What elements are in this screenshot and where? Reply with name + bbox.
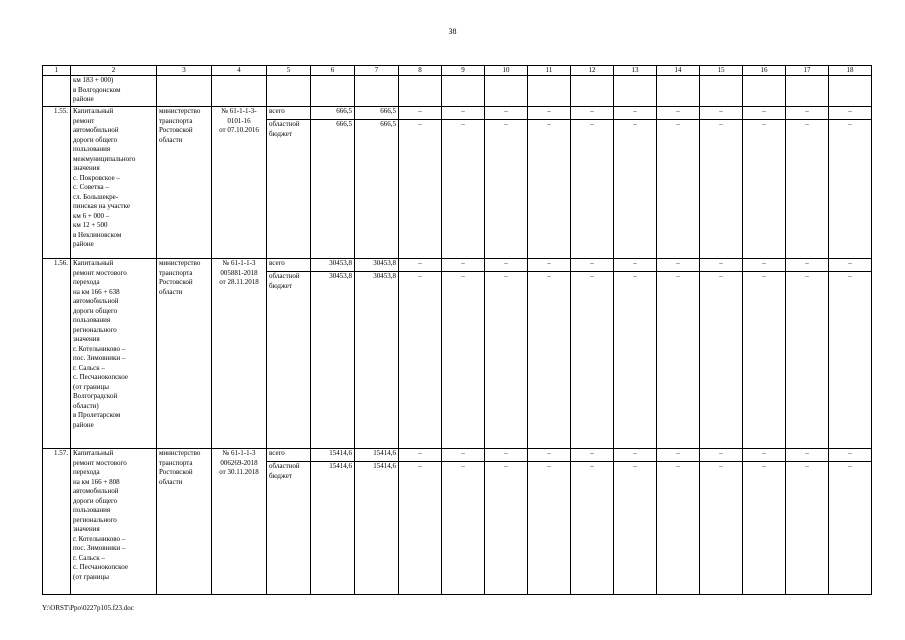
- value-col7: 30453,8: [355, 259, 399, 272]
- column-header-5: 5: [267, 66, 311, 76]
- dash-col11: –: [528, 107, 571, 120]
- dash-col9: –: [442, 462, 485, 595]
- object-name: Капитальный ремонт автомобильной дороги общего пользования межмуниципального значения с. Покровское – с. Советка – сл. Большекре- пинская на участке км 6 + 000 – км 12 + 500 в Неклиновском районе: [71, 107, 157, 259]
- funding-source: областной бюджет: [267, 120, 311, 259]
- dash-col12: –: [571, 272, 614, 449]
- value-col7: 15414,6: [355, 449, 399, 462]
- dash-col15: –: [700, 272, 743, 449]
- value-col7: 15414,6: [355, 462, 399, 595]
- dash-col9: –: [442, 449, 485, 462]
- header-row: [43, 66, 872, 76]
- value-col6: 666,5: [311, 120, 355, 259]
- dash-col16: –: [743, 462, 786, 595]
- dash-col11: –: [528, 449, 571, 462]
- footer-file-path: Y:\ORST\Ppo\0227p105.f23.doc: [42, 604, 134, 612]
- dash-col8: –: [399, 462, 442, 595]
- dash-col14: –: [657, 449, 700, 462]
- dash-col10: –: [485, 259, 528, 272]
- column-header-1: 1: [43, 66, 71, 76]
- dash-col14: –: [657, 272, 700, 449]
- dash-col16: –: [743, 120, 786, 259]
- continuation-num: [43, 76, 71, 107]
- customer: министерство транспорта Ростовской области: [157, 449, 212, 595]
- column-header-8: 8: [399, 66, 442, 76]
- continuation-text: км 183 + 000) в Волгодонском районе: [71, 76, 157, 107]
- value-col6: 30453,8: [311, 259, 355, 272]
- value-col7: 30453,8: [355, 272, 399, 449]
- column-header-15: 15: [700, 66, 743, 76]
- dash-col17: –: [786, 107, 829, 120]
- column-header-11: 11: [528, 66, 571, 76]
- dash-col8: –: [399, 449, 442, 462]
- dash-col9: –: [442, 120, 485, 259]
- continuation-row: [43, 76, 872, 107]
- dash-col10: –: [485, 462, 528, 595]
- dash-col10: –: [485, 449, 528, 462]
- dash-col12: –: [571, 107, 614, 120]
- funding-source: всего: [267, 107, 311, 120]
- dash-col13: –: [614, 462, 657, 595]
- column-header-18: 18: [829, 66, 872, 76]
- dash-col8: –: [399, 272, 442, 449]
- dash-col16: –: [743, 107, 786, 120]
- column-header-14: 14: [657, 66, 700, 76]
- dash-col16: –: [743, 259, 786, 272]
- dash-col8: –: [399, 259, 442, 272]
- table-row: [43, 259, 872, 272]
- dash-col12: –: [571, 120, 614, 259]
- dash-col15: –: [700, 462, 743, 595]
- customer: министерство транспорта Ростовской области: [157, 259, 212, 449]
- funding-source: областной бюджет: [267, 462, 311, 595]
- dash-col14: –: [657, 107, 700, 120]
- value-col6: 30453,8: [311, 272, 355, 449]
- dash-col14: –: [657, 462, 700, 595]
- dash-col10: –: [485, 107, 528, 120]
- dash-col10: –: [485, 120, 528, 259]
- value-col7: 666,5: [355, 120, 399, 259]
- funding-source: всего: [267, 449, 311, 462]
- dash-col11: –: [528, 259, 571, 272]
- dash-col15: –: [700, 120, 743, 259]
- dash-col18: –: [829, 120, 872, 259]
- document-ref: № 61-1-1-3 006269-2018 от 30.11.2018: [212, 449, 267, 595]
- table-row: [43, 449, 872, 462]
- column-header-12: 12: [571, 66, 614, 76]
- dash-col18: –: [829, 259, 872, 272]
- page-number: 38: [448, 27, 457, 36]
- dash-col13: –: [614, 272, 657, 449]
- dash-col18: –: [829, 462, 872, 595]
- dash-col13: –: [614, 107, 657, 120]
- dash-col15: –: [700, 107, 743, 120]
- customer: министерство транспорта Ростовской области: [157, 107, 212, 259]
- dash-col9: –: [442, 272, 485, 449]
- dash-col18: –: [829, 107, 872, 120]
- dash-col14: –: [657, 120, 700, 259]
- dash-col10: –: [485, 272, 528, 449]
- dash-col17: –: [786, 259, 829, 272]
- value-col6: 15414,6: [311, 449, 355, 462]
- document-ref: № 61-1-1-3- 0101-16 от 07.10.2016: [212, 107, 267, 259]
- object-name: Капитальный ремонт мостового перехода на км 166 + 638 автомобильной дороги общего пользования регионального значения г. Котельниково – пос. Зимовники – г. Сальск – с. Песчанокопское (от границы Волгоградской области) в Пролетарском районе: [71, 259, 157, 449]
- dash-col18: –: [829, 272, 872, 449]
- dash-col12: –: [571, 449, 614, 462]
- column-header-6: 6: [311, 66, 355, 76]
- dash-col13: –: [614, 449, 657, 462]
- dash-col17: –: [786, 462, 829, 595]
- budget-table: [42, 65, 872, 595]
- dash-col11: –: [528, 272, 571, 449]
- column-header-7: 7: [355, 66, 399, 76]
- dash-col12: –: [571, 259, 614, 272]
- dash-col12: –: [571, 462, 614, 595]
- funding-source: всего: [267, 259, 311, 272]
- dash-col13: –: [614, 120, 657, 259]
- dash-col8: –: [399, 107, 442, 120]
- row-number: 1.56.: [43, 259, 71, 449]
- column-header-16: 16: [743, 66, 786, 76]
- row-number: 1.57.: [43, 449, 71, 595]
- dash-col17: –: [786, 272, 829, 449]
- object-name: Капитальный ремонт мостового перехода на км 166 + 808 автомобильной дороги общего пользования регионального значения г. Котельниково – пос. Зимовники – г. Сальск – с. Песчанокопское (от границы: [71, 449, 157, 595]
- row-number: 1.55.: [43, 107, 71, 259]
- dash-col8: –: [399, 120, 442, 259]
- dash-col11: –: [528, 462, 571, 595]
- dash-col17: –: [786, 449, 829, 462]
- column-header-3: 3: [157, 66, 212, 76]
- dash-col15: –: [700, 449, 743, 462]
- column-header-4: 4: [212, 66, 267, 76]
- document-ref: № 61-1-1-3 005881-2018 от 28.11.2018: [212, 259, 267, 449]
- dash-col17: –: [786, 120, 829, 259]
- dash-col18: –: [829, 449, 872, 462]
- dash-col14: –: [657, 259, 700, 272]
- column-header-10: 10: [485, 66, 528, 76]
- dash-col13: –: [614, 259, 657, 272]
- value-col7: 666,5: [355, 107, 399, 120]
- column-header-13: 13: [614, 66, 657, 76]
- value-col6: 666,5: [311, 107, 355, 120]
- dash-col9: –: [442, 259, 485, 272]
- dash-col15: –: [700, 259, 743, 272]
- dash-col16: –: [743, 272, 786, 449]
- dash-col16: –: [743, 449, 786, 462]
- column-header-17: 17: [786, 66, 829, 76]
- dash-col9: –: [442, 107, 485, 120]
- dash-col11: –: [528, 120, 571, 259]
- value-col6: 15414,6: [311, 462, 355, 595]
- funding-source: областной бюджет: [267, 272, 311, 449]
- column-header-9: 9: [442, 66, 485, 76]
- column-header-2: 2: [71, 66, 157, 76]
- table-row: [43, 107, 872, 120]
